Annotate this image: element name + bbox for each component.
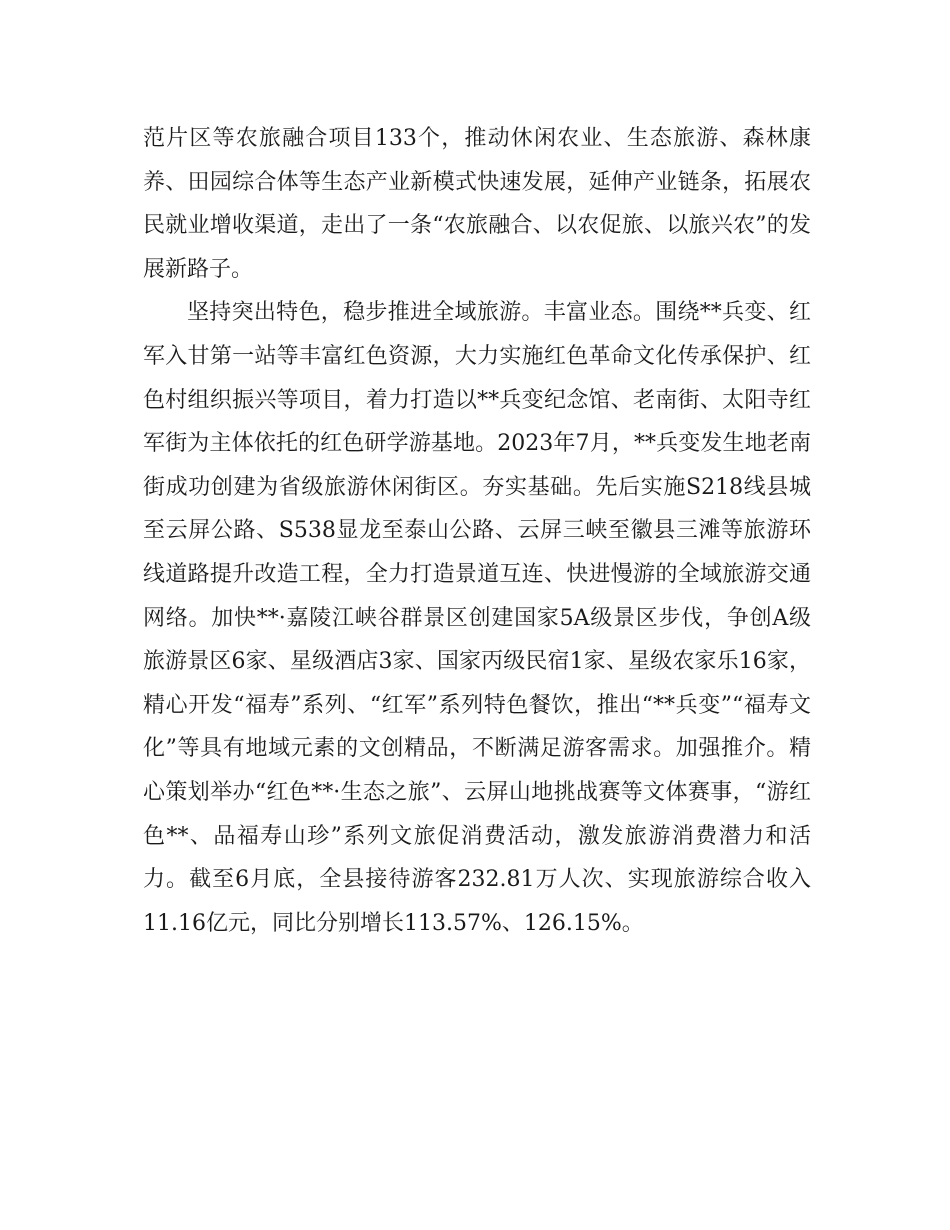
- paragraph-2: 坚持突出特色，稳步推进全域旅游。丰富业态。围绕**兵变、红军入甘第一站等丰富红色资源，大力实施红色革命文化传承保护、红色村组织振兴等项目，着力打造以**兵变纪念馆、老南街、太阳寺红军街为主体依托的红色研学游基地。2023年7月，**兵变发生地老南街成功创建为省级旅游休闲街区。夯实基础。先后实施S218线县城至云屏公路、S538显龙至泰山公路、云屏三峡至徽县三滩等旅游环线道路提升改造工程，全力打造景道互连、快进慢游的全域旅游交通网络。加快**·嘉陵江峡谷群景区创建国家5A级景区步伐，争创A级旅游景区6家、星级酒店3家、国家丙级民宿1家、星级农家乐16家，精心开发“福寿”系列、“红军”系列特色餐饮，推出“**兵变”“福寿文化”等具有地域元素的文创精品，不断满足游客需求。加强推介。精心策划举办“红色**·生态之旅”、云屏山地挑战赛等文体赛事，“游红色**、品福寿山珍”系列文旅促消费活动，激发旅游消费潜力和活力。截至6月底，全县接待游客232.81万人次、实现旅游综合收入11.16亿元，同比分别增长113.57%、126.15%。: [143, 300, 811, 936]
- paragraph-1: 范片区等农旅融合项目133个，推动休闲农业、生态旅游、森林康养、田园综合体等生态产业新模式快速发展，延伸产业链条，拓展农民就业增收渠道，走出了一条“农旅融合、以农促旅、以旅兴农”的发展新路子。: [143, 126, 811, 282]
- document-body: [143, 117, 811, 945]
